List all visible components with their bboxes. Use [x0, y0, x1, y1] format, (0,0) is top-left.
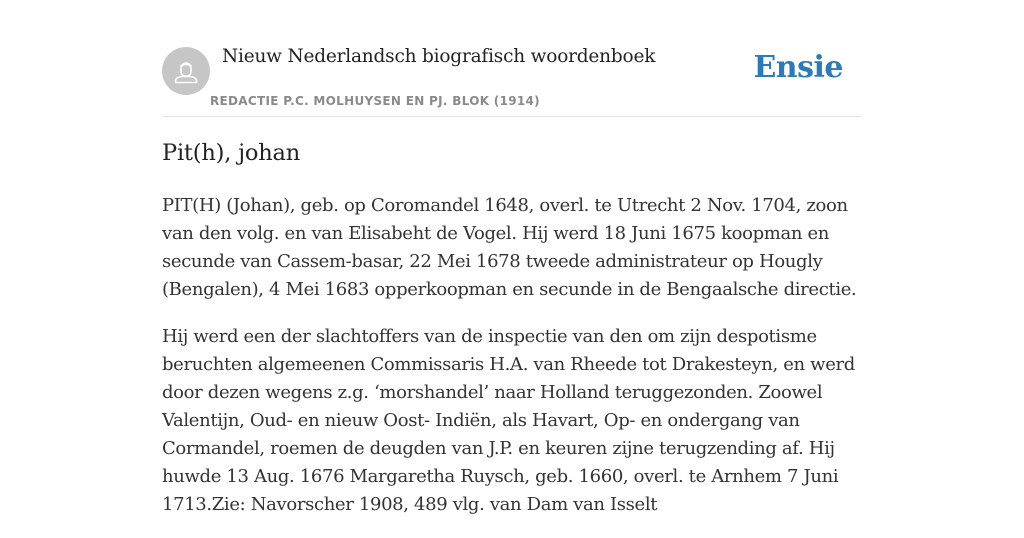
entry-title: Pit(h), johan: [162, 140, 301, 166]
book-editors: REDACTIE P.C. MOLHUYSEN EN PJ. BLOK (1914): [210, 94, 540, 108]
entry-body: [162, 192, 862, 538]
entry-paragraph: PIT(H) (Johan), geb. op Coromandel 1648, overl. te Utrecht 2 Nov. 1704, zoon van den volg. en van Elisabeht de Vogel. Hij werd 18 Juni 1675 koopman en secunde van Cassem-basar, 22 Mei 1678 tweede administrateur op Hougly (Bengalen), 4 Mei 1683 opperkoopman en secunde in de Bengaalsche directie.: [162, 195, 857, 300]
book-header: [162, 0, 862, 117]
user-icon[interactable]: [162, 47, 210, 95]
ensie-logo[interactable]: Ensie: [753, 50, 843, 85]
page: [162, 0, 862, 515]
entry-paragraph: Hij werd een der slachtoffers van de inspectie van den om zijn despotisme beruchten algemeenen Commissaris H.A. van Rheede tot Drakesteyn, en werd door dezen wegens z.g. ‘morshandel’ naar Holland teruggezonden. Zoowel Valentijn, Oud- en nieuw Oost- Indiën, als Havart, Op- en ondergang van Cormandel, roemen de deugden van J.P. en keuren zijne terugzending af. Hij huwde 13 Aug. 1676 Margaretha Ruysch, geb. 1660, overl. te Arnhem 7 Juni 1713.Zie: Navorscher 1908, 489 vlg. van Dam van Isselt: [162, 326, 855, 515]
book-title[interactable]: Nieuw Nederlandsch biografisch woordenboek: [222, 46, 656, 67]
